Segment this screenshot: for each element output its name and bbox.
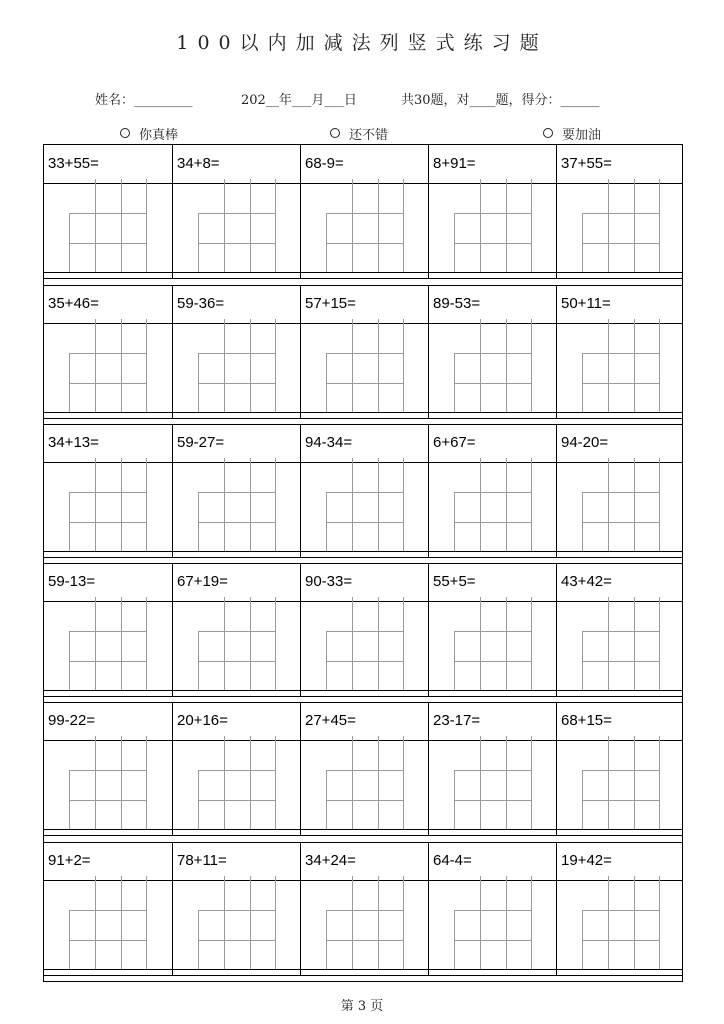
problem-cell (428, 285, 556, 418)
grid-line (121, 597, 122, 690)
grid-line (582, 910, 660, 911)
problem-text: 50+11= (561, 295, 611, 312)
grid-line (69, 800, 147, 801)
problem-cell (172, 424, 300, 557)
grid-line (198, 910, 276, 911)
grid-line (454, 940, 532, 941)
grid-line (224, 319, 225, 412)
grid-line (454, 631, 532, 632)
grid-line (506, 179, 507, 272)
problem-grid (43, 144, 683, 982)
problem-cell (428, 563, 556, 696)
vertical-calc-box[interactable] (69, 601, 147, 690)
problem-text: 59-27= (177, 434, 225, 451)
grid-line (69, 522, 147, 523)
grid-line (95, 876, 96, 969)
vertical-calc-box[interactable] (326, 601, 404, 690)
grid-line (659, 319, 660, 412)
problem-text: 35+46= (48, 295, 99, 312)
page-title: 100以内加减法列竖式练习题 (176, 32, 548, 54)
problem-text: 34+24= (305, 852, 356, 869)
page-number: 第 3 页 (340, 999, 384, 1014)
grid-line (69, 492, 147, 493)
problem-text: 94-20= (561, 434, 609, 451)
grid-line (146, 736, 147, 829)
grid-line (326, 353, 404, 354)
grid-line (659, 458, 660, 551)
vertical-calc-box[interactable] (454, 183, 532, 272)
grid-line (531, 319, 532, 412)
grid-line (352, 597, 353, 690)
problem-text: 67+19= (177, 573, 228, 590)
problem-row (44, 702, 682, 835)
grid-line (454, 910, 532, 911)
grid-line (198, 383, 276, 384)
grid-line (250, 458, 251, 551)
grid-line (95, 179, 96, 272)
vertical-calc-box[interactable] (69, 462, 147, 551)
vertical-calc-box[interactable] (198, 880, 276, 969)
vertical-calc-box[interactable] (582, 183, 660, 272)
grid-line (275, 319, 276, 412)
score-field[interactable]: 共30题，对____题，得分：______ (401, 93, 600, 108)
vertical-calc-box[interactable] (454, 462, 532, 551)
problem-cell (172, 842, 300, 975)
grid-line (69, 770, 147, 771)
problem-text: 68-9= (305, 155, 344, 172)
grid-line (275, 876, 276, 969)
problem-cell (300, 285, 428, 418)
vertical-calc-box[interactable] (69, 880, 147, 969)
problem-cell (428, 145, 556, 278)
info-line (0, 89, 724, 109)
grid-line (378, 319, 379, 412)
grid-line (403, 736, 404, 829)
grid-line (531, 179, 532, 272)
circle-icon (543, 128, 553, 138)
grid-line (224, 876, 225, 969)
problem-row (44, 424, 682, 557)
grid-line (608, 319, 609, 412)
grid-line (146, 179, 147, 272)
problem-cell (428, 842, 556, 975)
grid-line (582, 661, 660, 662)
grid-line (326, 522, 404, 523)
grid-line (531, 597, 532, 690)
grid-line (326, 243, 404, 244)
problem-cell (44, 842, 172, 975)
grid-line (531, 876, 532, 969)
problem-cell (172, 702, 300, 835)
grid-line (275, 597, 276, 690)
problem-cell (556, 842, 684, 975)
grid-line (121, 319, 122, 412)
grid-line (326, 492, 404, 493)
grid-line (582, 383, 660, 384)
grid-line (121, 876, 122, 969)
grid-line (198, 522, 276, 523)
problem-cell (172, 285, 300, 418)
problem-cell (44, 702, 172, 835)
rating-good[interactable]: 还不错 (330, 124, 388, 143)
grid-line (352, 876, 353, 969)
problem-text: 34+8= (177, 155, 220, 172)
problem-text: 43+42= (561, 573, 612, 590)
vertical-calc-box[interactable] (454, 880, 532, 969)
vertical-calc-box[interactable] (69, 323, 147, 412)
problem-text: 6+67= (433, 434, 476, 451)
problem-cell (556, 563, 684, 696)
grid-line (378, 179, 379, 272)
grid-line (198, 770, 276, 771)
problem-cell (556, 424, 684, 557)
problem-text: 19+42= (561, 852, 612, 869)
vertical-calc-box[interactable] (454, 323, 532, 412)
grid-line (582, 492, 660, 493)
vertical-calc-box[interactable] (326, 183, 404, 272)
problem-text: 99-22= (48, 712, 96, 729)
grid-line (69, 243, 147, 244)
grid-line (454, 492, 532, 493)
grid-line (95, 458, 96, 551)
grid-line (326, 213, 404, 214)
grid-line (506, 319, 507, 412)
grid-line (69, 213, 147, 214)
problem-text: 91+2= (48, 852, 91, 869)
grid-line (634, 736, 635, 829)
grid-line (506, 597, 507, 690)
vertical-calc-box[interactable] (582, 462, 660, 551)
grid-line (250, 736, 251, 829)
problem-cell (556, 145, 684, 278)
grid-line (480, 876, 481, 969)
grid-line (69, 631, 147, 632)
problem-cell (300, 842, 428, 975)
row-end-divider (44, 696, 682, 697)
vertical-calc-box[interactable] (69, 740, 147, 829)
problem-cell (556, 702, 684, 835)
grid-line (121, 736, 122, 829)
grid-line (326, 940, 404, 941)
grid-line (659, 179, 660, 272)
grid-line (608, 179, 609, 272)
problem-text: 33+55= (48, 155, 99, 172)
vertical-calc-box[interactable] (198, 601, 276, 690)
grid-line (275, 736, 276, 829)
grid-line (582, 243, 660, 244)
problem-cell (44, 285, 172, 418)
grid-line (146, 597, 147, 690)
grid-line (224, 736, 225, 829)
grid-line (198, 661, 276, 662)
problem-cell (300, 424, 428, 557)
grid-line (378, 876, 379, 969)
grid-line (403, 597, 404, 690)
problem-cell (172, 563, 300, 696)
grid-line (480, 179, 481, 272)
grid-line (582, 770, 660, 771)
row-end-divider (44, 418, 682, 419)
grid-line (582, 631, 660, 632)
grid-line (121, 179, 122, 272)
grid-line (224, 458, 225, 551)
grid-line (326, 383, 404, 384)
grid-line (582, 213, 660, 214)
grid-line (480, 736, 481, 829)
grid-line (352, 319, 353, 412)
problem-row (44, 563, 682, 696)
circle-icon (120, 128, 130, 138)
problem-cell (300, 145, 428, 278)
grid-line (198, 492, 276, 493)
grid-line (506, 736, 507, 829)
grid-line (506, 458, 507, 551)
grid-line (582, 940, 660, 941)
grid-line (69, 383, 147, 384)
grid-line (69, 661, 147, 662)
vertical-calc-box[interactable] (454, 740, 532, 829)
grid-line (582, 800, 660, 801)
grid-line (608, 597, 609, 690)
vertical-calc-box[interactable] (326, 323, 404, 412)
grid-line (480, 458, 481, 551)
problem-text: 94-34= (305, 434, 353, 451)
grid-line (352, 179, 353, 272)
grid-line (454, 243, 532, 244)
grid-line (634, 179, 635, 272)
vertical-calc-box[interactable] (198, 462, 276, 551)
problem-cell (44, 145, 172, 278)
grid-line (146, 876, 147, 969)
vertical-calc-box[interactable] (326, 462, 404, 551)
grid-line (326, 661, 404, 662)
problem-text: 59-36= (177, 295, 225, 312)
vertical-calc-box[interactable] (582, 880, 660, 969)
grid-line (250, 876, 251, 969)
row-end-divider (44, 557, 682, 558)
grid-line (250, 319, 251, 412)
grid-line (403, 319, 404, 412)
vertical-calc-box[interactable] (198, 323, 276, 412)
problem-row (44, 285, 682, 418)
grid-line (480, 597, 481, 690)
problem-text: 8+91= (433, 155, 476, 172)
grid-line (454, 661, 532, 662)
grid-line (454, 770, 532, 771)
problem-text: 34+13= (48, 434, 99, 451)
grid-line (326, 800, 404, 801)
rating-great[interactable]: 你真棒 (120, 124, 178, 143)
grid-line (121, 458, 122, 551)
grid-line (198, 631, 276, 632)
problem-text: 90-33= (305, 573, 353, 590)
grid-line (352, 736, 353, 829)
problem-text: 55+5= (433, 573, 476, 590)
grid-line (224, 597, 225, 690)
problem-cell (44, 424, 172, 557)
grid-line (198, 213, 276, 214)
problem-cell (44, 563, 172, 696)
row-end-divider (44, 278, 682, 279)
problem-cell (428, 702, 556, 835)
grid-line (95, 597, 96, 690)
vertical-calc-box[interactable] (326, 880, 404, 969)
grid-line (198, 940, 276, 941)
problem-cell (428, 424, 556, 557)
grid-line (454, 353, 532, 354)
problem-text: 37+55= (561, 155, 612, 172)
rating-try-harder[interactable]: 要加油 (543, 124, 601, 143)
vertical-calc-box[interactable] (198, 183, 276, 272)
vertical-calc-box[interactable] (69, 183, 147, 272)
grid-line (326, 770, 404, 771)
grid-line (224, 179, 225, 272)
grid-line (531, 736, 532, 829)
problem-text: 27+45= (305, 712, 356, 729)
problem-cell (172, 145, 300, 278)
grid-line (659, 597, 660, 690)
vertical-calc-box[interactable] (454, 601, 532, 690)
grid-line (69, 353, 147, 354)
grid-line (275, 458, 276, 551)
grid-line (659, 736, 660, 829)
grid-line (531, 458, 532, 551)
problem-text: 89-53= (433, 295, 481, 312)
name-field[interactable]: 姓名：_________ (95, 93, 193, 108)
grid-line (275, 179, 276, 272)
grid-line (69, 940, 147, 941)
grid-line (454, 383, 532, 384)
vertical-calc-box[interactable] (582, 323, 660, 412)
grid-line (403, 179, 404, 272)
grid-line (378, 458, 379, 551)
grid-line (352, 458, 353, 551)
grid-line (146, 319, 147, 412)
grid-line (582, 353, 660, 354)
grid-line (454, 213, 532, 214)
row-end-divider (44, 975, 682, 976)
problem-text: 68+15= (561, 712, 612, 729)
grid-line (95, 736, 96, 829)
grid-line (403, 876, 404, 969)
grid-line (608, 876, 609, 969)
grid-line (634, 458, 635, 551)
grid-line (454, 522, 532, 523)
problem-cell (300, 563, 428, 696)
problem-text: 78+11= (177, 852, 227, 869)
problem-text: 59-13= (48, 573, 96, 590)
grid-line (69, 910, 147, 911)
row-end-divider (44, 835, 682, 836)
grid-line (454, 800, 532, 801)
grid-line (403, 458, 404, 551)
date-field[interactable]: 202__年___月___日 (241, 93, 357, 108)
grid-line (250, 179, 251, 272)
problem-row (44, 842, 682, 975)
grid-line (198, 243, 276, 244)
grid-line (146, 458, 147, 551)
grid-line (326, 910, 404, 911)
problem-text: 23-17= (433, 712, 481, 729)
grid-line (634, 597, 635, 690)
vertical-calc-box[interactable] (198, 740, 276, 829)
grid-line (634, 876, 635, 969)
problem-row (44, 145, 682, 278)
problem-cell (556, 285, 684, 418)
circle-icon (330, 128, 340, 138)
grid-line (582, 522, 660, 523)
vertical-calc-box[interactable] (326, 740, 404, 829)
grid-line (250, 597, 251, 690)
grid-line (326, 631, 404, 632)
problem-text: 57+15= (305, 295, 356, 312)
grid-line (95, 319, 96, 412)
grid-line (378, 736, 379, 829)
grid-line (608, 736, 609, 829)
grid-line (198, 800, 276, 801)
vertical-calc-box[interactable] (582, 601, 660, 690)
grid-line (634, 319, 635, 412)
grid-line (378, 597, 379, 690)
grid-line (608, 458, 609, 551)
vertical-calc-box[interactable] (582, 740, 660, 829)
problem-text: 64-4= (433, 852, 472, 869)
grid-line (480, 319, 481, 412)
problem-cell (300, 702, 428, 835)
problem-text: 20+16= (177, 712, 228, 729)
grid-line (659, 876, 660, 969)
grid-line (198, 353, 276, 354)
grid-line (506, 876, 507, 969)
